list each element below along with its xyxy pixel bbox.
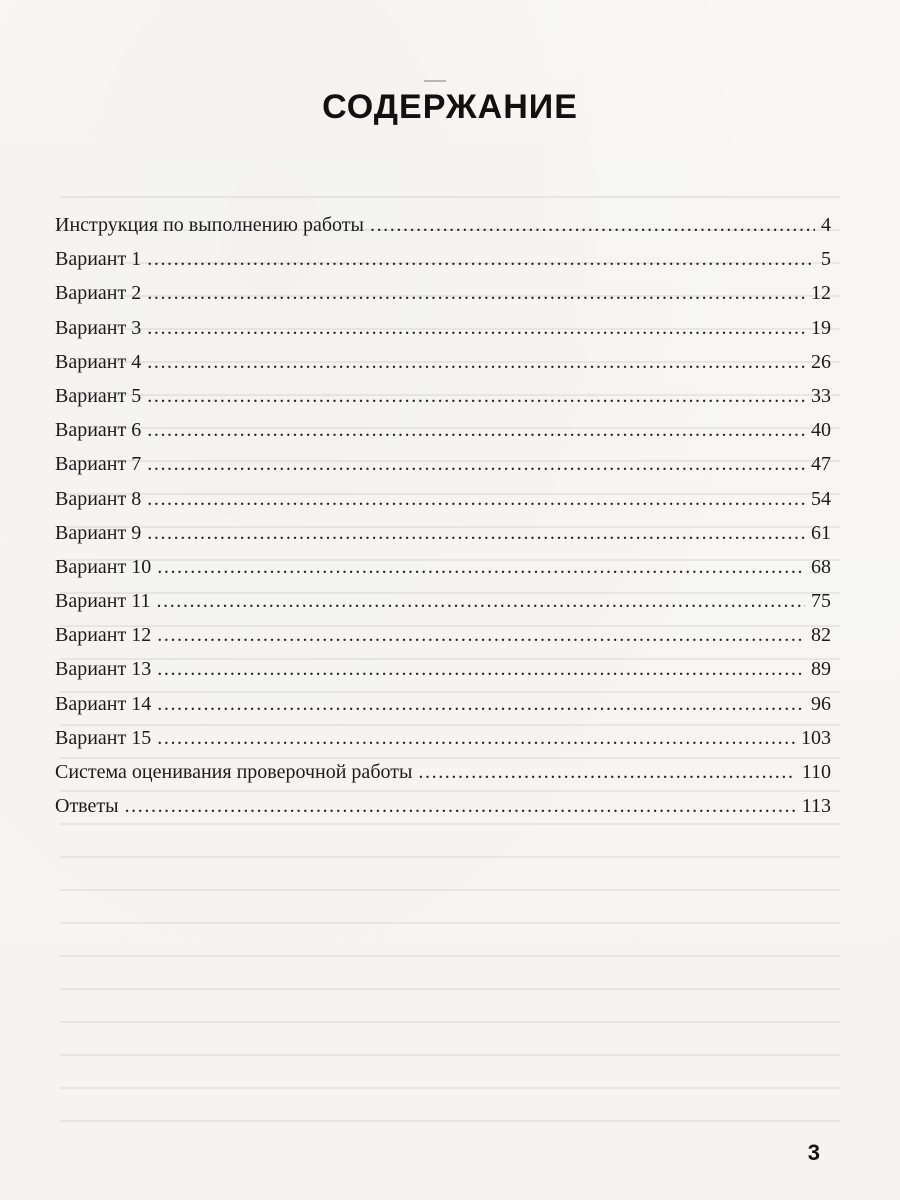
- toc-entry-page: 5: [821, 248, 831, 271]
- toc-entry-page: 4: [821, 214, 831, 236]
- toc-entry-page: 82: [811, 624, 831, 647]
- toc-entry-page: 54: [811, 487, 831, 510]
- toc-entry-label: Вариант 10: [55, 555, 152, 578]
- toc-entry: [55, 311, 831, 345]
- toc-entry-label: Вариант 3: [55, 316, 142, 339]
- toc-entry-label: Вариант 9: [55, 521, 142, 544]
- toc-entry-page: 89: [811, 658, 831, 681]
- toc-dot-leader: [147, 516, 805, 550]
- toc-entry-page: 103: [801, 726, 831, 749]
- toc-dot-leader: [370, 208, 815, 242]
- toc-entry-label: Вариант 12: [55, 624, 152, 647]
- toc-entry-label: Вариант 5: [55, 384, 142, 407]
- page-number: 3: [807, 1140, 820, 1165]
- toc-entry: [55, 379, 831, 413]
- toc-entry-label: Вариант 7: [55, 453, 142, 476]
- toc-dot-leader: [157, 652, 805, 686]
- toc-entry-page: 110: [801, 761, 831, 783]
- toc-entry-label: Система оценивания проверочной работы: [55, 761, 413, 783]
- toc-entry: [55, 550, 831, 584]
- toc-dot-leader: [147, 311, 805, 345]
- toc-entry: [55, 584, 831, 618]
- toc-entry: [55, 413, 831, 447]
- toc-entry: [55, 652, 831, 686]
- toc-entry-label: Вариант 8: [55, 487, 142, 510]
- page-title: СОДЕРЖАНИЕ: [322, 88, 578, 126]
- toc-dot-leader: [147, 345, 805, 379]
- toc-dot-leader: [147, 482, 805, 516]
- toc-entry-label: Вариант 14: [55, 692, 152, 715]
- toc-entry-page: 68: [811, 555, 831, 578]
- toc-entry: [55, 789, 831, 823]
- toc-entry-label: Ответы: [55, 795, 119, 818]
- toc-entry: [55, 721, 831, 755]
- toc-entry-page: 47: [811, 453, 831, 476]
- toc-entry-label: Вариант 15: [55, 726, 152, 749]
- toc-entry-page: 26: [811, 350, 831, 373]
- toc-entry-page: 40: [811, 419, 831, 442]
- toc-entry-label: Вариант 2: [55, 282, 142, 305]
- toc-entry-label: Вариант 11: [55, 590, 151, 613]
- toc-entry: [55, 242, 831, 276]
- toc-entry-page: 19: [811, 316, 831, 339]
- toc-dot-leader: [157, 618, 805, 652]
- toc-entry: [55, 755, 831, 789]
- toc-dot-leader: [147, 242, 815, 276]
- toc-dot-leader: [147, 379, 805, 413]
- toc-entry: [55, 447, 831, 481]
- toc-dot-leader: [147, 447, 805, 481]
- toc-entry: [55, 276, 831, 310]
- toc-entry-label: Вариант 6: [55, 419, 142, 442]
- toc-entry-page: 61: [811, 521, 831, 544]
- toc-entry: [55, 482, 831, 516]
- toc-entry: [55, 618, 831, 652]
- toc-entry: [55, 687, 831, 721]
- toc-entry-page: 12: [811, 282, 831, 305]
- toc-dot-leader: [157, 721, 795, 755]
- toc-entry-page: 113: [801, 795, 831, 818]
- toc-entry: [55, 345, 831, 379]
- toc-entry-page: 33: [811, 384, 831, 407]
- top-rule-mark: [424, 80, 446, 82]
- toc-entry: [55, 516, 831, 550]
- toc-entry: [55, 208, 831, 242]
- toc-dot-leader: [157, 687, 805, 721]
- toc-dot-leader: [147, 413, 805, 447]
- toc-dot-leader: [157, 584, 806, 618]
- toc-entry-page: 96: [811, 692, 831, 715]
- toc-dot-leader: [157, 550, 805, 584]
- toc-entry-label: Инструкция по выполнению работы: [55, 214, 364, 236]
- toc-entry-page: 75: [811, 590, 831, 613]
- toc-entry-label: Вариант 13: [55, 658, 152, 681]
- toc-entry-label: Вариант 1: [55, 248, 142, 271]
- toc-dot-leader: [125, 789, 796, 823]
- toc-entry-label: Вариант 4: [55, 350, 142, 373]
- toc-dot-leader: [418, 755, 795, 789]
- table-of-contents: [55, 208, 831, 823]
- toc-dot-leader: [147, 276, 805, 310]
